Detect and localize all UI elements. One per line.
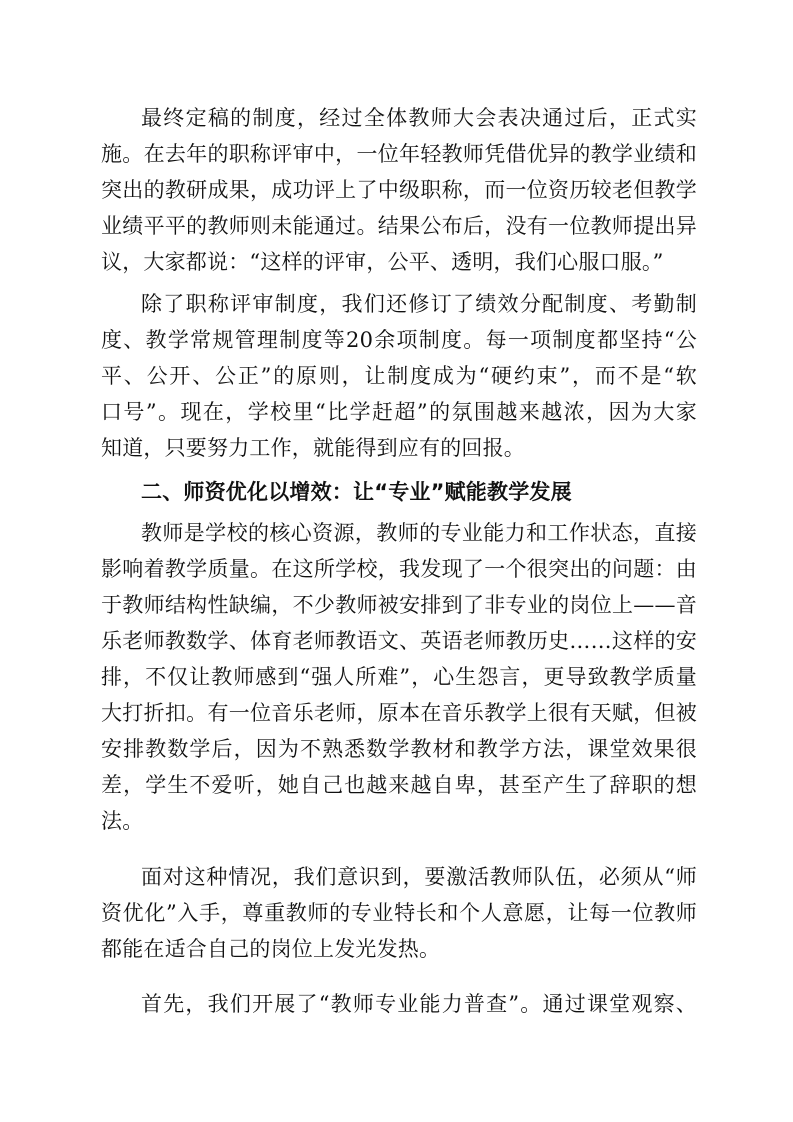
body-line: 除了职称评审制度，我们还修订了绩效分配制度、考勤制	[141, 292, 697, 316]
body-line: 度、教学常规管理制度等20余项制度。每一项制度都坚持“公	[101, 328, 697, 352]
body-line: 影响着教学质量。在这所学校，我发现了一个很突出的问题：由	[101, 557, 697, 581]
body-line: 于教师结构性缺编，不少教师被安排到了非专业的岗位上——音	[101, 593, 697, 617]
body-line: 大打折扣。有一位音乐老师，原本在音乐教学上很有天赋，但被	[101, 701, 697, 725]
section-heading: 二、师资优化以增效：让“专业”赋能教学发展	[141, 480, 572, 504]
body-line: 平、公开、公正”的原则，让制度成为“硬约束”，而不是“软	[101, 364, 697, 388]
body-line: 口号”。现在，学校里“比学赶超”的氛围越来越浓，因为大家	[101, 400, 697, 424]
body-line: 施。在去年的职称评审中，一位年轻教师凭借优异的教学业绩和	[101, 142, 697, 166]
body-line: 面对这种情况，我们意识到，要激活教师队伍，必须从“师	[141, 865, 697, 889]
body-line: 最终定稿的制度，经过全体教师大会表决通过后，正式实	[141, 106, 697, 130]
body-line: 议，大家都说：“这样的评审，公平、透明，我们心服口服。”	[101, 250, 664, 274]
body-line: 资优化”入手，尊重教师的专业特长和个人意愿，让每一位教师	[101, 901, 697, 925]
body-line: 首先，我们开展了“教师专业能力普查”。通过课堂观察、	[141, 992, 697, 1016]
body-line: 知道，只要努力工作，就能得到应有的回报。	[101, 436, 525, 460]
body-line: 教师是学校的核心资源，教师的专业能力和工作状态，直接	[141, 521, 697, 545]
body-line: 都能在适合自己的岗位上发光发热。	[101, 937, 441, 961]
body-line: 排，不仅让教师感到“强人所难”，心生怨言，更导致教学质量	[101, 665, 697, 689]
body-line: 差，学生不爱听，她自己也越来越自卑，甚至产生了辞职的想	[101, 773, 697, 797]
body-line: 业绩平平的教师则未能通过。结果公布后，没有一位教师提出异	[101, 214, 697, 238]
body-line: 乐老师教数学、体育老师教语文、英语老师教历史……这样的安	[101, 629, 697, 653]
body-line: 突出的教研成果，成功评上了中级职称，而一位资历较老但教学	[101, 178, 697, 202]
body-line: 法。	[101, 809, 144, 833]
body-line: 安排教数学后，因为不熟悉数学教材和教学方法，课堂效果很	[101, 737, 697, 761]
